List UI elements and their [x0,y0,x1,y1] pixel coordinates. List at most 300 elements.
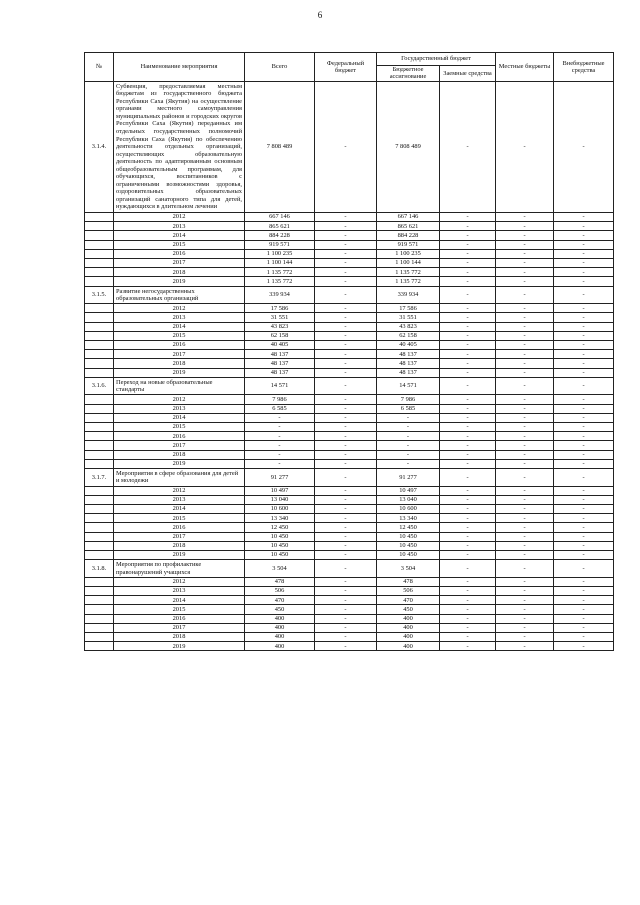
year-local: - [496,495,554,504]
year-blank [85,277,114,286]
header-name: Наименование мероприятия [114,53,245,82]
section-state-loan: - [440,560,496,578]
year-row [85,495,614,504]
year-total: 865 621 [245,222,315,231]
year-row [85,550,614,559]
year-local: - [496,432,554,441]
year-state-alloc: 13 040 [377,495,440,504]
section-total: 14 571 [245,377,315,395]
year-local: - [496,532,554,541]
year-label: 2016 [114,614,245,623]
year-state-loan: - [440,495,496,504]
year-federal: - [315,550,377,559]
year-label: 2012 [114,304,245,313]
year-extra: - [554,587,614,596]
year-total: 400 [245,642,315,651]
year-local: - [496,231,554,240]
year-extra: - [554,505,614,514]
year-total: 450 [245,605,315,614]
header-total: Всего [245,53,315,82]
year-federal: - [315,322,377,331]
year-blank [85,577,114,586]
year-row [85,486,614,495]
year-row [85,340,614,349]
year-federal: - [315,240,377,249]
section-local: - [496,377,554,395]
year-federal: - [315,614,377,623]
year-total: - [245,423,315,432]
year-federal: - [315,642,377,651]
year-local: - [496,642,554,651]
year-state-loan: - [440,605,496,614]
section-state-loan: - [440,286,496,304]
year-total: 12 450 [245,523,315,532]
section-total: 3 504 [245,560,315,578]
year-blank [85,541,114,550]
year-label: 2012 [114,486,245,495]
year-federal: - [315,587,377,596]
year-total: - [245,459,315,468]
year-state-loan: - [440,459,496,468]
year-federal: - [315,541,377,550]
year-blank [85,459,114,468]
year-label: 2017 [114,350,245,359]
section-total: 7 808 489 [245,81,315,212]
year-blank [85,331,114,340]
section-state-alloc: 7 808 489 [377,81,440,212]
year-state-alloc: 10 450 [377,532,440,541]
section-number: 3.1.6. [85,377,114,395]
year-total: 667 146 [245,213,315,222]
year-label: 2019 [114,368,245,377]
year-federal: - [315,633,377,642]
section-federal: - [315,81,377,212]
page-number: 6 [317,10,323,20]
year-state-loan: - [440,359,496,368]
year-state-loan: - [440,404,496,413]
year-total: - [245,441,315,450]
year-extra: - [554,432,614,441]
table-body [85,81,614,651]
year-state-alloc: 506 [377,587,440,596]
year-label: 2019 [114,642,245,651]
year-state-alloc: 17 586 [377,304,440,313]
year-row [85,605,614,614]
year-blank [85,404,114,413]
year-state-alloc: - [377,450,440,459]
year-blank [85,486,114,495]
year-total: 10 600 [245,505,315,514]
year-state-alloc: 10 600 [377,505,440,514]
year-blank [85,249,114,258]
section-extra: - [554,560,614,578]
year-federal: - [315,213,377,222]
year-state-alloc: 400 [377,614,440,623]
year-extra: - [554,313,614,322]
year-row [85,514,614,523]
year-label: 2015 [114,605,245,614]
year-state-loan: - [440,340,496,349]
year-federal: - [315,605,377,614]
year-extra: - [554,577,614,586]
year-local: - [496,359,554,368]
year-state-alloc: 478 [377,577,440,586]
year-state-loan: - [440,240,496,249]
year-total: 48 137 [245,350,315,359]
year-extra: - [554,614,614,623]
year-blank [85,633,114,642]
section-number: 3.1.5. [85,286,114,304]
year-local: - [496,550,554,559]
year-state-loan: - [440,423,496,432]
section-name: Субвенция, предоставляемая местным бюджетам из государственного бюджета Республики Саха (Якутия) на осуществление органами местного самоуправления муниципальных районов и городских округов Республики Саха (Якутия) переданных им отдельных государственных полномочий Республики Саха (Якутия) по обеспечению деятельности отдельных организаций, осуществляющих образовательную деятельность по адаптированным основным общеобразовательным программам, для обучающихся, воспитанников с ограниченными возможностями здоровья, оздоровительных образовательных организаций санаторного типа для детей, нуждающихся в длительном лечении [114,81,245,212]
year-total: 1 135 772 [245,277,315,286]
year-blank [85,268,114,277]
year-extra: - [554,368,614,377]
year-federal: - [315,423,377,432]
year-blank [85,614,114,623]
year-local: - [496,633,554,642]
year-total: 13 040 [245,495,315,504]
year-total: 400 [245,633,315,642]
year-extra: - [554,340,614,349]
year-row [85,623,614,632]
year-row [85,222,614,231]
year-federal: - [315,249,377,258]
section-number: 3.1.4. [85,81,114,212]
year-row [85,231,614,240]
year-blank [85,240,114,249]
year-extra: - [554,249,614,258]
year-blank [85,623,114,632]
year-federal: - [315,404,377,413]
section-federal: - [315,286,377,304]
year-local: - [496,404,554,413]
year-extra: - [554,413,614,422]
year-extra: - [554,605,614,614]
year-federal: - [315,277,377,286]
year-blank [85,258,114,267]
year-federal: - [315,368,377,377]
year-row [85,213,614,222]
year-federal: - [315,350,377,359]
header-local: Местные бюджеты [496,53,554,82]
year-row [85,268,614,277]
year-local: - [496,395,554,404]
year-row [85,304,614,313]
year-extra: - [554,277,614,286]
year-state-alloc: - [377,413,440,422]
year-row [85,532,614,541]
year-row [85,614,614,623]
year-blank [85,514,114,523]
year-state-alloc: 43 823 [377,322,440,331]
year-blank [85,222,114,231]
year-state-loan: - [440,441,496,450]
year-label: 2013 [114,495,245,504]
year-state-loan: - [440,505,496,514]
year-total: 10 450 [245,541,315,550]
section-extra: - [554,286,614,304]
year-local: - [496,514,554,523]
year-extra: - [554,596,614,605]
year-blank [85,550,114,559]
year-extra: - [554,642,614,651]
year-total: 6 585 [245,404,315,413]
year-state-alloc: 13 340 [377,514,440,523]
year-state-loan: - [440,258,496,267]
section-extra: - [554,377,614,395]
year-extra: - [554,231,614,240]
year-label: 2013 [114,313,245,322]
budget-table [84,52,614,651]
year-total: 43 823 [245,322,315,331]
year-label: 2019 [114,459,245,468]
year-total: 17 586 [245,304,315,313]
year-state-alloc: 400 [377,633,440,642]
year-label: 2013 [114,404,245,413]
year-label: 2015 [114,240,245,249]
year-extra: - [554,222,614,231]
year-label: 2014 [114,505,245,514]
year-row [85,505,614,514]
year-federal: - [315,432,377,441]
year-state-alloc: 6 585 [377,404,440,413]
year-row [85,331,614,340]
year-local: - [496,350,554,359]
header-state-alloc: Бюджетное ассигнование [377,66,440,82]
year-total: 10 450 [245,532,315,541]
year-row [85,441,614,450]
section-row [85,468,614,486]
year-blank [85,495,114,504]
year-local: - [496,614,554,623]
year-extra: - [554,623,614,632]
year-state-loan: - [440,587,496,596]
year-blank [85,368,114,377]
year-state-alloc: 31 551 [377,313,440,322]
year-row [85,240,614,249]
section-row [85,377,614,395]
year-state-loan: - [440,642,496,651]
year-federal: - [315,577,377,586]
year-state-loan: - [440,322,496,331]
year-extra: - [554,213,614,222]
section-local: - [496,286,554,304]
year-state-alloc: - [377,441,440,450]
year-row [85,258,614,267]
year-row [85,350,614,359]
year-state-alloc: 40 405 [377,340,440,349]
year-local: - [496,268,554,277]
year-local: - [496,596,554,605]
header-extra: Внебюджетные средства [554,53,614,82]
year-label: 2017 [114,258,245,267]
year-state-alloc: 48 137 [377,350,440,359]
section-federal: - [315,468,377,486]
year-state-loan: - [440,277,496,286]
year-state-loan: - [440,413,496,422]
year-total: 470 [245,596,315,605]
year-state-loan: - [440,532,496,541]
year-federal: - [315,231,377,240]
table-header [85,53,614,82]
year-federal: - [315,268,377,277]
section-state-loan: - [440,377,496,395]
year-state-loan: - [440,268,496,277]
year-state-alloc: 10 450 [377,541,440,550]
year-extra: - [554,404,614,413]
year-blank [85,450,114,459]
section-row [85,560,614,578]
year-federal: - [315,505,377,514]
year-row [85,541,614,550]
year-federal: - [315,258,377,267]
year-state-loan: - [440,313,496,322]
year-federal: - [315,514,377,523]
year-state-alloc: 48 137 [377,368,440,377]
header-state-loan: Заемные средства [440,66,496,82]
section-name: Развитие негосударственных образовательных организаций [114,286,245,304]
year-local: - [496,213,554,222]
year-label: 2015 [114,423,245,432]
year-row [85,596,614,605]
year-local: - [496,587,554,596]
year-label: 2012 [114,395,245,404]
year-blank [85,304,114,313]
year-local: - [496,423,554,432]
year-state-alloc: 470 [377,596,440,605]
year-label: 2018 [114,268,245,277]
year-state-alloc: 667 146 [377,213,440,222]
year-label: 2012 [114,213,245,222]
year-federal: - [315,596,377,605]
year-extra: - [554,331,614,340]
section-local: - [496,81,554,212]
section-name: Мероприятия в сфере образования для детей и молодежи [114,468,245,486]
year-label: 2012 [114,577,245,586]
year-total: 1 100 235 [245,249,315,258]
year-label: 2013 [114,222,245,231]
year-extra: - [554,450,614,459]
year-total: 10 450 [245,550,315,559]
year-local: - [496,486,554,495]
year-local: - [496,240,554,249]
year-state-alloc: 12 450 [377,523,440,532]
year-row [85,249,614,258]
year-state-alloc: 865 621 [377,222,440,231]
year-row [85,423,614,432]
year-row [85,395,614,404]
year-row [85,322,614,331]
year-local: - [496,340,554,349]
year-label: 2015 [114,331,245,340]
year-label: 2018 [114,450,245,459]
header-state: Государственный бюджет [377,53,496,66]
year-state-alloc: 48 137 [377,359,440,368]
section-local: - [496,468,554,486]
year-extra: - [554,423,614,432]
year-local: - [496,249,554,258]
year-blank [85,423,114,432]
year-blank [85,605,114,614]
year-blank [85,505,114,514]
year-federal: - [315,331,377,340]
year-total: 13 340 [245,514,315,523]
header-federal: Федеральный бюджет [315,53,377,82]
year-state-loan: - [440,550,496,559]
section-state-loan: - [440,468,496,486]
year-label: 2017 [114,532,245,541]
year-total: 48 137 [245,368,315,377]
year-federal: - [315,222,377,231]
year-extra: - [554,550,614,559]
year-row [85,459,614,468]
year-state-alloc: 7 986 [377,395,440,404]
year-state-alloc: 919 571 [377,240,440,249]
year-state-loan: - [440,331,496,340]
year-label: 2015 [114,514,245,523]
year-state-alloc: - [377,432,440,441]
section-state-alloc: 14 571 [377,377,440,395]
year-federal: - [315,395,377,404]
year-total: - [245,450,315,459]
section-state-alloc: 91 277 [377,468,440,486]
year-state-alloc: 400 [377,623,440,632]
year-local: - [496,577,554,586]
section-name: Мероприятия по профилактике правонарушений учащихся [114,560,245,578]
section-federal: - [315,377,377,395]
header-no: № [85,53,114,82]
year-local: - [496,523,554,532]
year-label: 2016 [114,523,245,532]
section-row [85,286,614,304]
year-total: - [245,432,315,441]
year-federal: - [315,623,377,632]
year-row [85,432,614,441]
year-state-alloc: 1 100 144 [377,258,440,267]
year-blank [85,441,114,450]
year-row [85,587,614,596]
year-local: - [496,277,554,286]
year-extra: - [554,359,614,368]
section-extra: - [554,468,614,486]
year-blank [85,432,114,441]
year-federal: - [315,495,377,504]
year-extra: - [554,459,614,468]
year-local: - [496,222,554,231]
year-state-alloc: 62 158 [377,331,440,340]
year-federal: - [315,532,377,541]
section-state-alloc: 3 504 [377,560,440,578]
year-total: 1 100 144 [245,258,315,267]
year-local: - [496,450,554,459]
year-total: 506 [245,587,315,596]
year-blank [85,413,114,422]
year-local: - [496,322,554,331]
year-local: - [496,623,554,632]
year-total: 400 [245,623,315,632]
year-state-loan: - [440,213,496,222]
year-total: 48 137 [245,359,315,368]
year-row [85,633,614,642]
year-blank [85,395,114,404]
year-extra: - [554,258,614,267]
section-total: 339 934 [245,286,315,304]
year-extra: - [554,495,614,504]
year-federal: - [315,441,377,450]
year-extra: - [554,268,614,277]
